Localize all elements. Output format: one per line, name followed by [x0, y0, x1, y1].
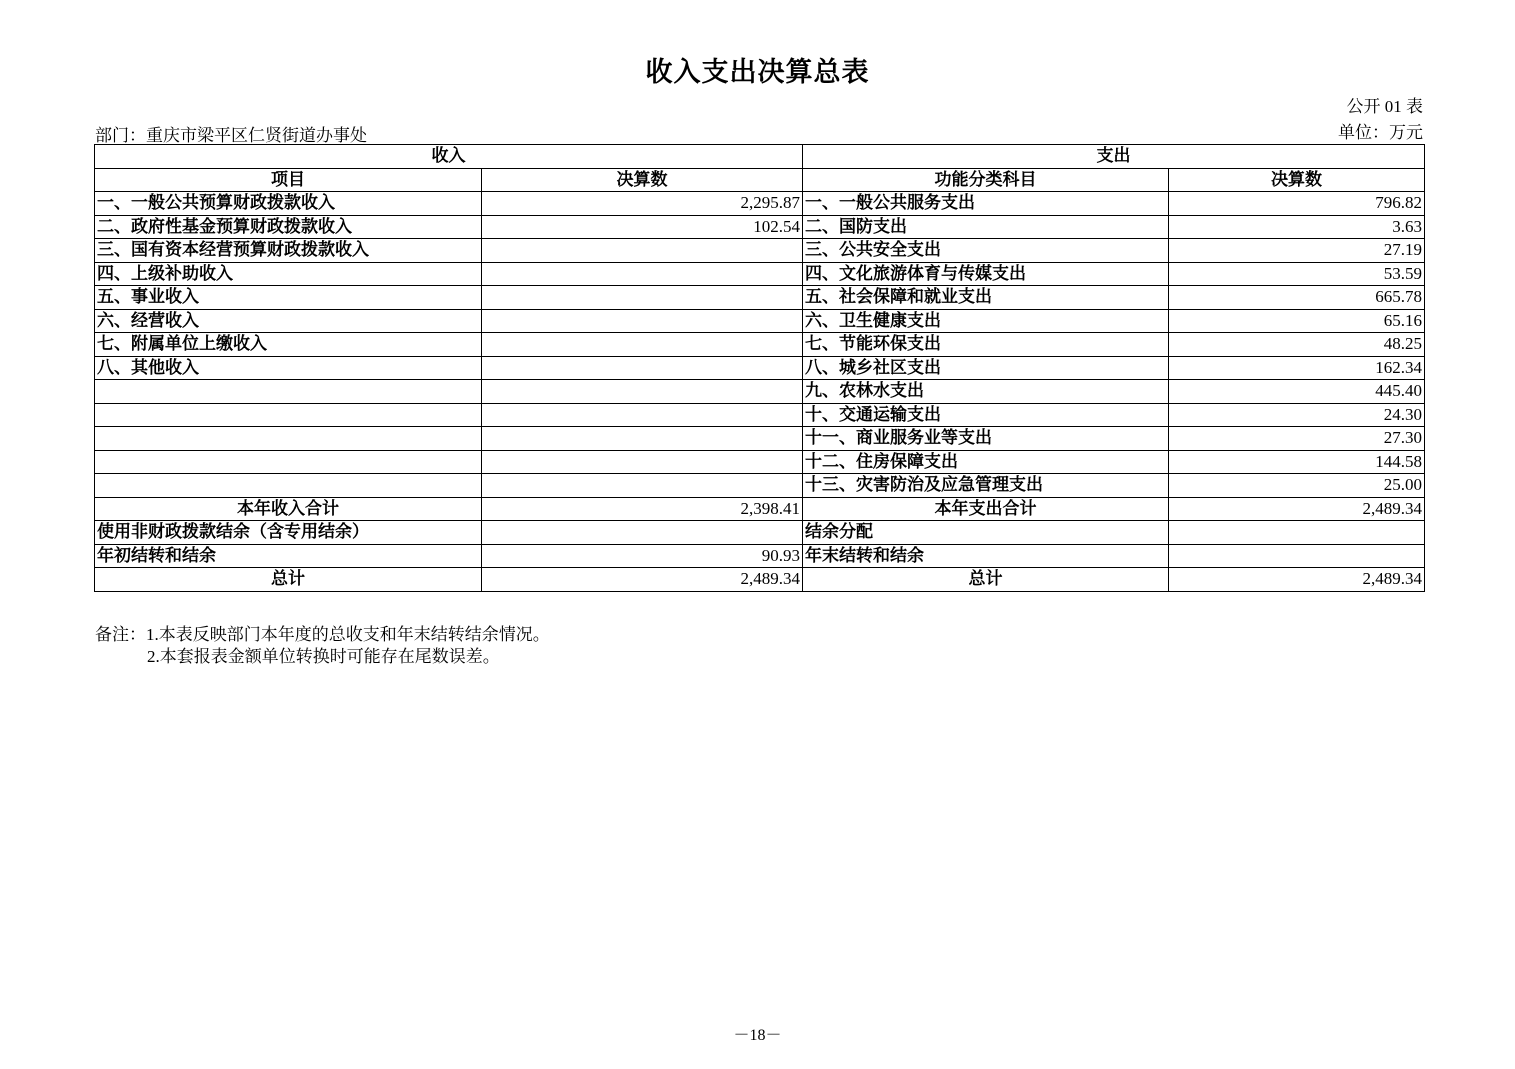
income-value	[482, 286, 803, 310]
income-label: 八、其他收入	[95, 356, 482, 380]
expense-value: 65.16	[1169, 309, 1425, 333]
income-value	[482, 450, 803, 474]
nonfiscal-row	[95, 521, 1425, 545]
income-label: 三、国有资本经营预算财政拨款收入	[95, 239, 482, 263]
income-label	[95, 474, 482, 498]
grand-expense-value: 2,489.34	[1169, 568, 1425, 592]
notes	[95, 624, 550, 668]
grand-income-label: 总计	[95, 568, 482, 592]
income-label: 二、政府性基金预算财政拨款收入	[95, 215, 482, 239]
expense-label: 九、农林水支出	[803, 380, 1169, 404]
table-row	[95, 192, 1425, 216]
header-row-sub	[95, 168, 1425, 192]
unit-label: 单位：万元	[1338, 123, 1423, 142]
table-row	[95, 427, 1425, 451]
income-label: 六、经营收入	[95, 309, 482, 333]
table-row	[95, 215, 1425, 239]
table-row	[95, 333, 1425, 357]
expense-value: 25.00	[1169, 474, 1425, 498]
grand-expense-label: 总计	[803, 568, 1169, 592]
amount-header-2: 决算数	[1169, 168, 1425, 192]
expense-label: 五、社会保障和就业支出	[803, 286, 1169, 310]
expense-label: 三、公共安全支出	[803, 239, 1169, 263]
expense-value: 53.59	[1169, 262, 1425, 286]
expense-label: 十一、商业服务业等支出	[803, 427, 1169, 451]
table-number: 公开 01 表	[1346, 97, 1423, 116]
table-row	[95, 262, 1425, 286]
note-line-2: 2.本套报表金额单位转换时可能存在尾数误差。	[147, 647, 500, 666]
begin-balance-value: 90.93	[482, 544, 803, 568]
expense-value: 665.78	[1169, 286, 1425, 310]
table-row	[95, 309, 1425, 333]
year-total-row	[95, 497, 1425, 521]
expense-label: 二、国防支出	[803, 215, 1169, 239]
grand-total-row	[95, 568, 1425, 592]
begin-balance-label: 年初结转和结余	[95, 544, 482, 568]
expense-label: 十三、灾害防治及应急管理支出	[803, 474, 1169, 498]
income-value	[482, 309, 803, 333]
end-balance-value	[1169, 544, 1425, 568]
expense-label: 八、城乡社区支出	[803, 356, 1169, 380]
income-label: 四、上级补助收入	[95, 262, 482, 286]
income-value	[482, 474, 803, 498]
income-label: 一、一般公共预算财政拨款收入	[95, 192, 482, 216]
income-label	[95, 427, 482, 451]
page-title: 收入支出决算总表	[645, 57, 870, 87]
income-value	[482, 333, 803, 357]
expense-value: 445.40	[1169, 380, 1425, 404]
income-total-label: 本年收入合计	[95, 497, 482, 521]
table-row	[95, 356, 1425, 380]
expense-label: 六、卫生健康支出	[803, 309, 1169, 333]
income-label	[95, 403, 482, 427]
income-value	[482, 239, 803, 263]
income-value	[482, 403, 803, 427]
table-row	[95, 450, 1425, 474]
expense-value: 3.63	[1169, 215, 1425, 239]
expense-value: 27.30	[1169, 427, 1425, 451]
expense-label: 十、交通运输支出	[803, 403, 1169, 427]
header-row-top	[95, 145, 1425, 169]
table-row	[95, 239, 1425, 263]
income-total-value: 2,398.41	[482, 497, 803, 521]
income-header: 收入	[95, 145, 803, 169]
table-row	[95, 380, 1425, 404]
expense-value: 162.34	[1169, 356, 1425, 380]
expense-label: 一、一般公共服务支出	[803, 192, 1169, 216]
expense-value: 144.58	[1169, 450, 1425, 474]
note-line-1: 备注：1.本表反映部门本年度的总收支和年末结转结余情况。	[95, 625, 550, 644]
expense-value: 27.19	[1169, 239, 1425, 263]
income-label: 七、附属单位上缴收入	[95, 333, 482, 357]
income-label: 五、事业收入	[95, 286, 482, 310]
end-balance-label: 年末结转和结余	[803, 544, 1169, 568]
balance-row	[95, 544, 1425, 568]
expense-label: 七、节能环保支出	[803, 333, 1169, 357]
income-value	[482, 427, 803, 451]
page-number: －18－	[733, 1027, 782, 1044]
department-label: 部门：重庆市梁平区仁贤街道办事处	[95, 126, 367, 145]
income-value: 2,295.87	[482, 192, 803, 216]
income-value	[482, 380, 803, 404]
table-row	[95, 474, 1425, 498]
income-value	[482, 356, 803, 380]
summary-table	[94, 144, 1425, 592]
expense-total-label: 本年支出合计	[803, 497, 1169, 521]
income-label	[95, 450, 482, 474]
expense-value: 48.25	[1169, 333, 1425, 357]
expense-label: 十二、住房保障支出	[803, 450, 1169, 474]
grand-income-value: 2,489.34	[482, 568, 803, 592]
income-value	[482, 262, 803, 286]
distribution-label: 结余分配	[803, 521, 1169, 545]
function-item-header: 功能分类科目	[803, 168, 1169, 192]
table-row	[95, 286, 1425, 310]
distribution-value	[1169, 521, 1425, 545]
item-header: 项目	[95, 168, 482, 192]
expense-label: 四、文化旅游体育与传媒支出	[803, 262, 1169, 286]
expense-value: 24.30	[1169, 403, 1425, 427]
nonfiscal-value	[482, 521, 803, 545]
income-label	[95, 380, 482, 404]
expense-value: 796.82	[1169, 192, 1425, 216]
expense-header: 支出	[803, 145, 1425, 169]
nonfiscal-label: 使用非财政拨款结余（含专用结余）	[95, 521, 482, 545]
expense-total-value: 2,489.34	[1169, 497, 1425, 521]
income-value: 102.54	[482, 215, 803, 239]
table-row	[95, 403, 1425, 427]
amount-header: 决算数	[482, 168, 803, 192]
